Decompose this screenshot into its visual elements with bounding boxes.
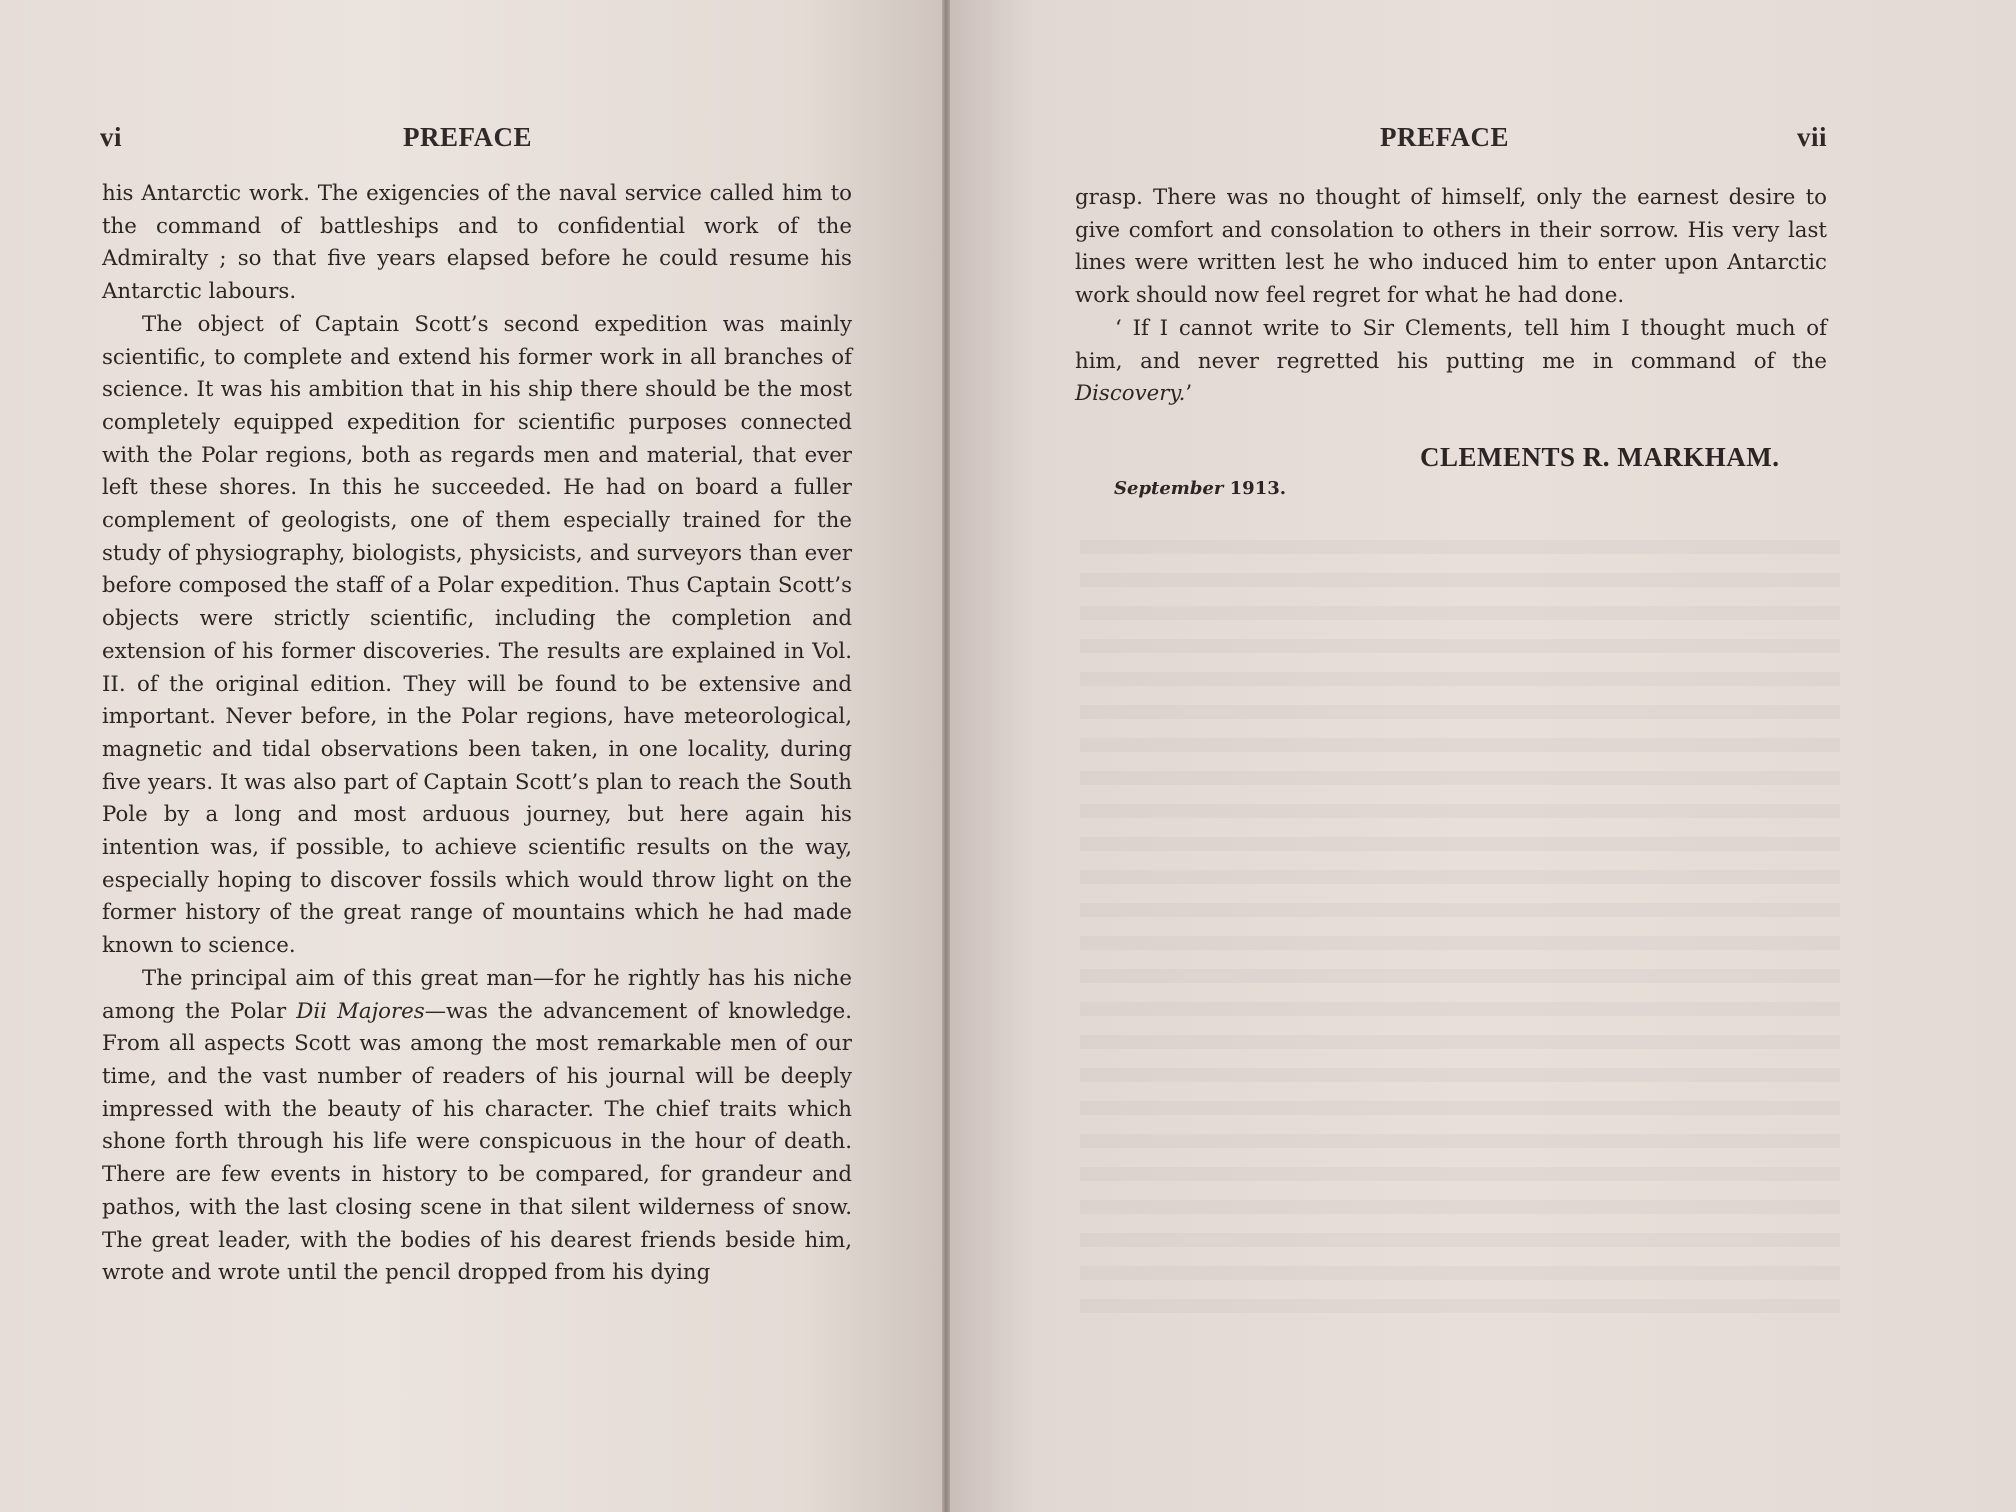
left-page-body [102,178,852,1290]
paragraph-text: his Antarctic work. The exigencies of the naval service called him to the command of battleships and to confidential work of the Admiralty ; so that five years elapsed before he could resume his Antarctic labours. [102,181,852,305]
italic-phrase: Discovery. [1075,381,1186,407]
dateline-year: 1913. [1229,478,1287,499]
page-number-right: vii [1797,122,1828,152]
paragraph-text: The object of Captain Scott’s second expedition was mainly scientific, to complete and extend his former work in all branches of science. It was his ambition that in his ship there should be the most completely equipped expedition for scientific purposes connected with the Polar regions, both as regards men and material, that ever left these shores. In this he succeeded. He had on board a fuller complement of geologists, one of them especially trained for the study of physiography, biologists, physicists, and surveyors than ever before composed the staff of a Polar expedition. Thus Captain Scott’s objects were strictly scientific, including the completion and extension of his former discoveries. The results are explained in Vol. II. of the original edition. They will be found to be extensive and important. Never before, in the Polar regions, have meteorological, magnetic and tidal observations been taken, in one locality, during five years. It was also part of Captain Scott’s plan to reach the South Pole by a long and most arduous journey, but here again his intention was, if possible, to achieve scientific results on the way, especially hoping to discover fossils which would throw light on the former history of the great range of mountains which he had made known to science. [102,311,852,959]
paragraph-text: ‘ If I cannot write to Sir Clements, tell him I thought much of him, and never regretted his putting me in command of the [1075,315,1827,374]
book-gutter [942,0,950,1512]
paragraph [102,309,852,963]
paragraph [1075,182,1827,313]
paragraph [102,963,852,1290]
italic-phrase: Dii Majores [296,998,425,1024]
paragraph-text: ’ [1185,381,1193,407]
paragraph-text: —was the advancement of knowledge. From all aspects Scott was among the most remarkable men of our time, and the vast number of readers of his journal will be deeply impressed with the beauty of his character. The chief traits which shone forth through his life were conspicuous in the hour of death. There are few events in history to be compared, for grandeur and pathos, with the last closing scene in that silent wilderness of snow. The great leader, with the bodies of his dearest friends beside him, wrote and wrote until the pencil dropped from his dying [102,998,853,1286]
dateline-month: September [1114,478,1224,499]
page-number-left: vi [100,122,123,152]
paragraph-text: grasp. There was no thought of himself, only the earnest desire to give comfort and consolation to others in their sorrow. His very last lines were written lest he who induced him to enter upon Antarctic work should now feel regret for what he had done. [1075,185,1827,309]
running-head-right: PREFACE [1380,122,1509,152]
paragraph-text: The principal aim of this great man—for he rightly has his niche among the Polar [102,965,852,1024]
show-through-text [1080,540,1840,1320]
running-head-left: PREFACE [403,122,532,152]
left-page [0,0,942,1512]
paragraph [1075,313,1827,411]
author-signature: CLEMENTS R. MARKHAM. [1420,442,1780,472]
right-page-body [1075,182,1827,411]
dateline [1114,478,1286,499]
paragraph [102,178,852,309]
